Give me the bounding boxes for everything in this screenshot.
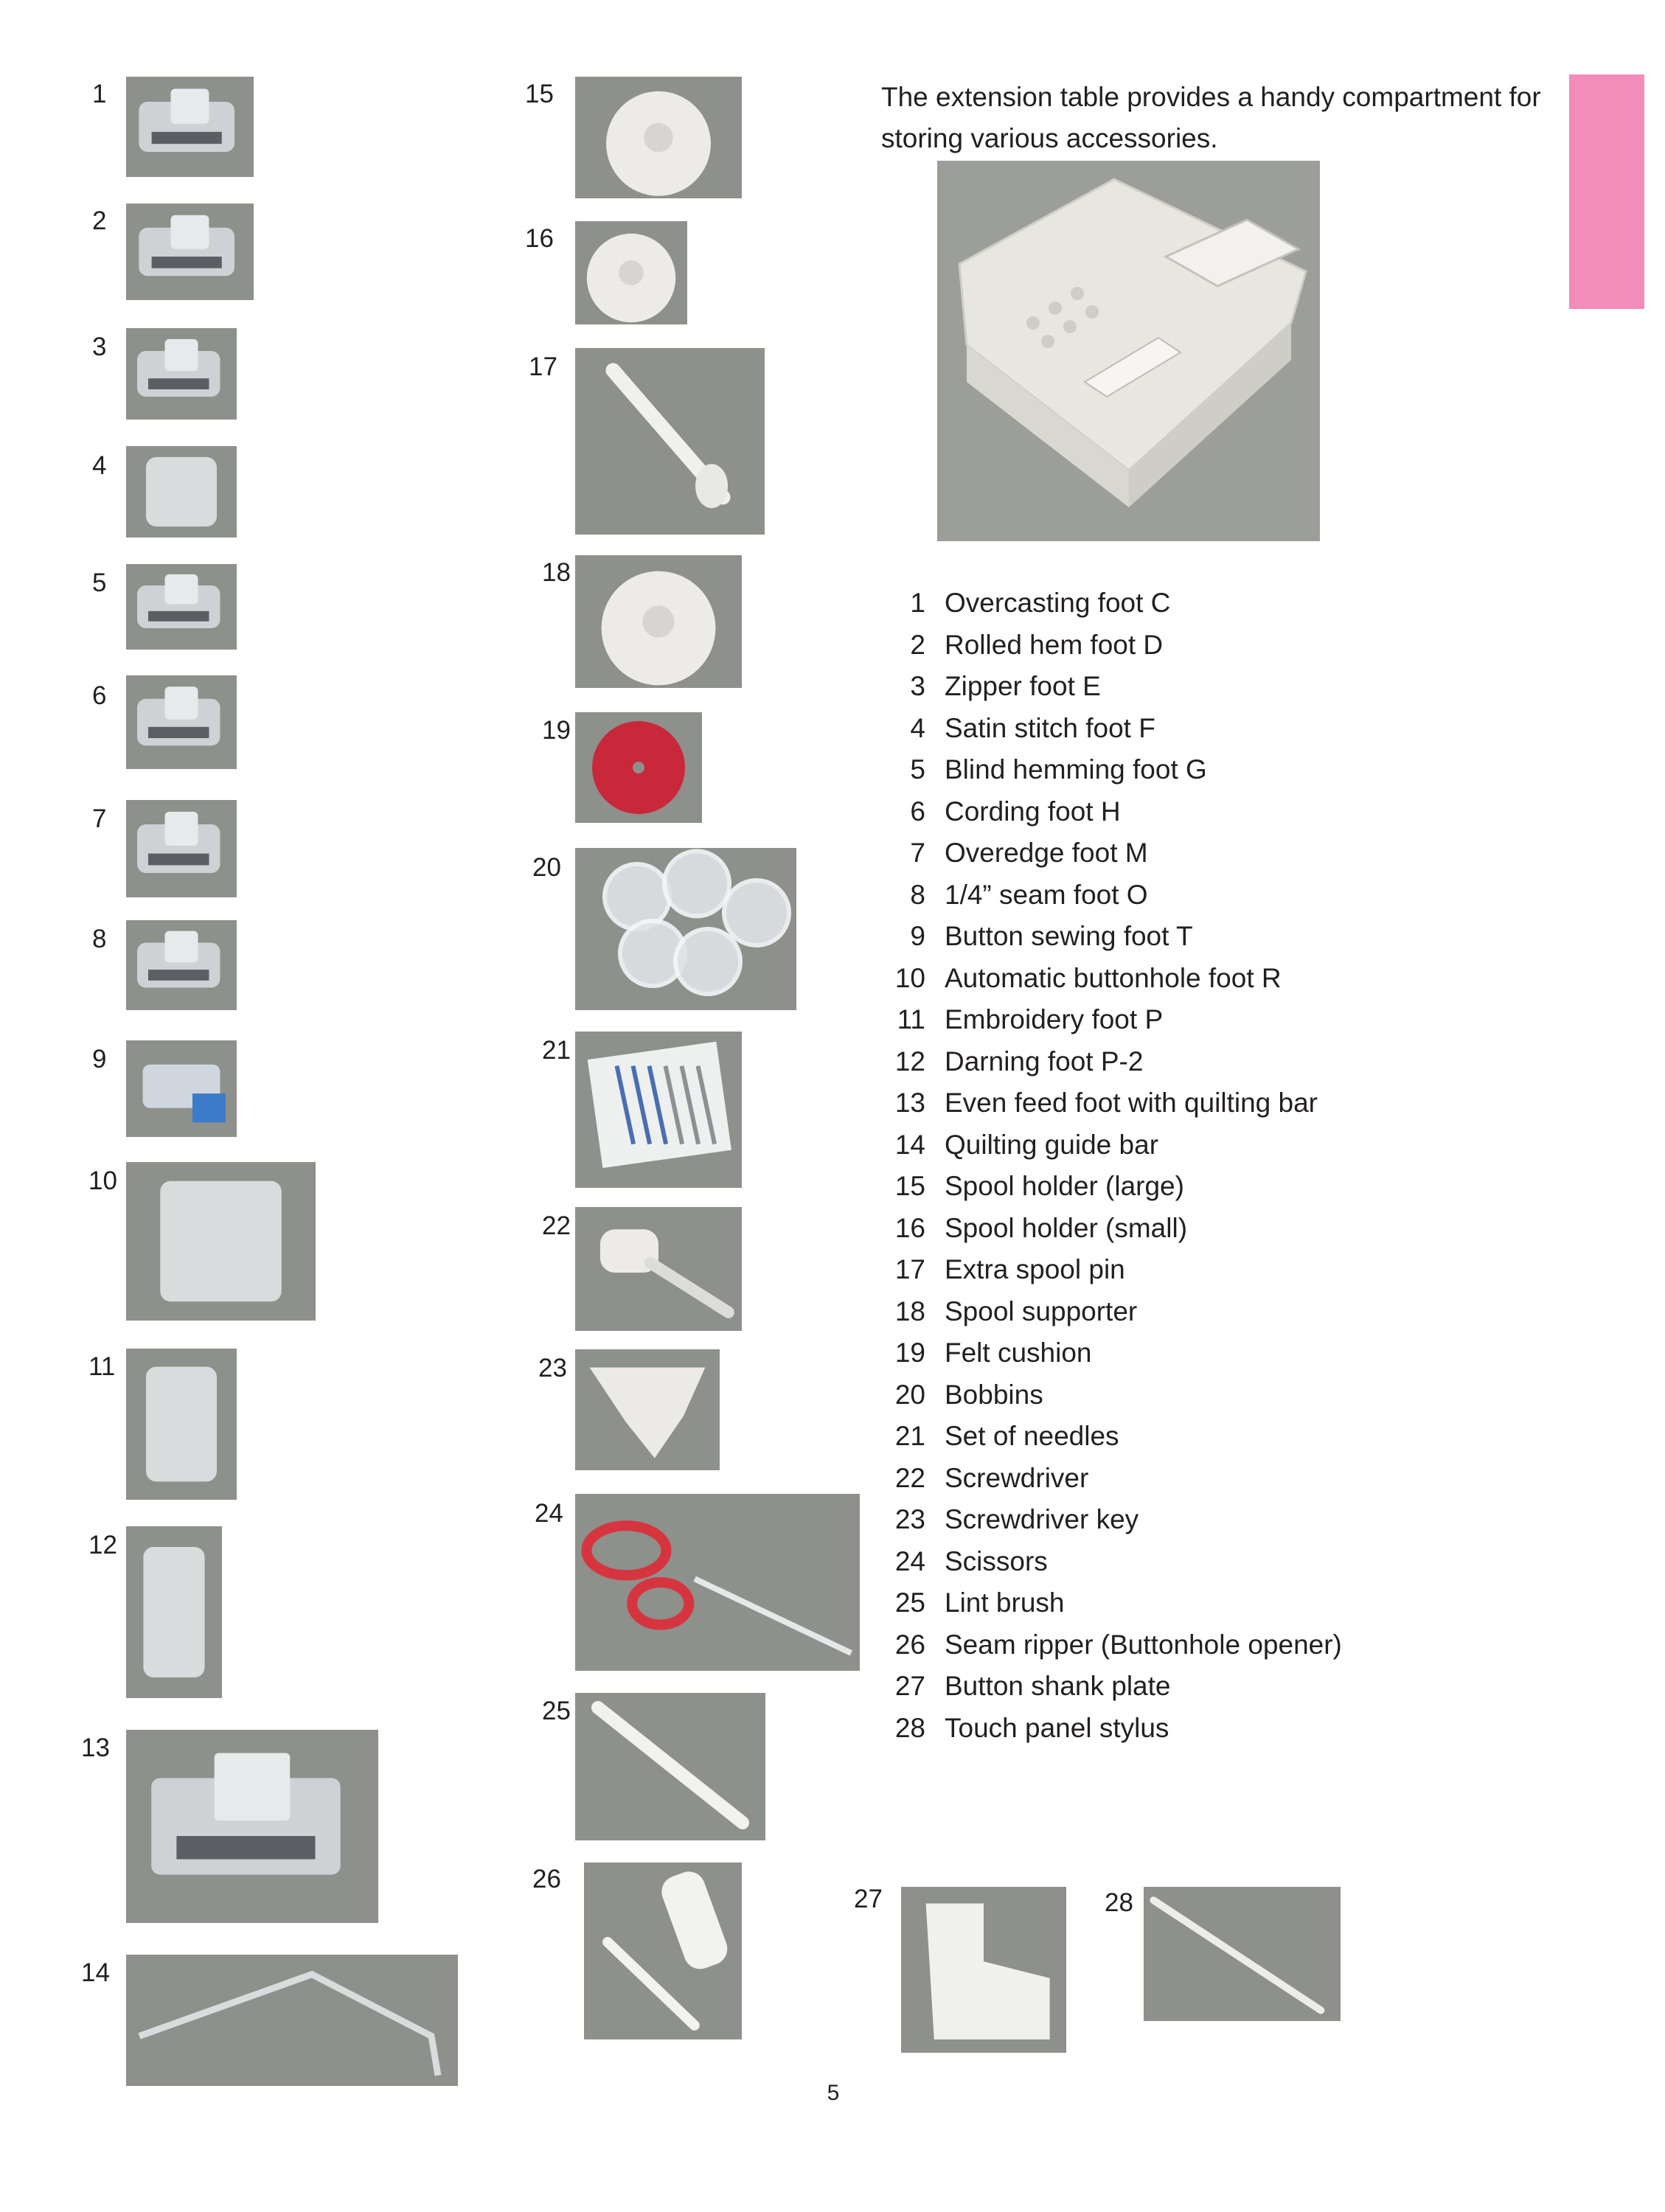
accessory-item-name: Bobbins bbox=[945, 1379, 1043, 1410]
accessory-number: 5 bbox=[92, 568, 107, 597]
accessory-item-number: 16 bbox=[894, 1212, 925, 1243]
accessory-item-name: Zipper foot E bbox=[945, 671, 1101, 701]
accessory-photo-touch-panel-stylus bbox=[1144, 1887, 1341, 2021]
accessory-item-number: 15 bbox=[894, 1171, 925, 1201]
accessory-item-number: 13 bbox=[894, 1088, 925, 1118]
accessory-item-name: Even feed foot with quilting bar bbox=[945, 1088, 1318, 1118]
accessory-number: 20 bbox=[532, 853, 561, 882]
accessory-number: 23 bbox=[538, 1354, 567, 1382]
accessory-item bbox=[881, 708, 1342, 750]
accessory-item-name: Satin stitch foot F bbox=[945, 712, 1155, 743]
accessory-photo-even-feed-foot bbox=[126, 1730, 378, 1923]
accessory-item bbox=[881, 1416, 1342, 1458]
accessory-item-number: 17 bbox=[894, 1254, 925, 1284]
touch-panel-stylus-icon bbox=[1144, 1887, 1341, 2021]
accessory-photo-spool-holder-large bbox=[575, 77, 742, 198]
accessory-item-name: Scissors bbox=[945, 1545, 1048, 1576]
accessory-number: 6 bbox=[92, 681, 107, 710]
accessory-number: 10 bbox=[88, 1166, 117, 1195]
accessory-item-name: Spool holder (large) bbox=[945, 1171, 1184, 1201]
lint-brush-icon bbox=[575, 1693, 765, 1840]
buttonhole-foot-icon bbox=[126, 1162, 316, 1321]
accessory-item-number: 2 bbox=[910, 629, 925, 660]
accessory-number: 24 bbox=[535, 1499, 563, 1528]
accessory-photo-blind-hemming-foot bbox=[126, 564, 237, 650]
accessory-photo-scissors bbox=[575, 1494, 860, 1671]
accessory-item bbox=[881, 1249, 1342, 1291]
accessory-item bbox=[881, 1582, 1342, 1624]
accessory-number: 27 bbox=[854, 1885, 883, 1913]
accessory-item-number: 3 bbox=[910, 671, 925, 701]
accessory-item bbox=[881, 1374, 1342, 1416]
accessory-item bbox=[881, 1291, 1342, 1333]
accessory-number: 18 bbox=[542, 558, 571, 587]
accessory-item-name: Darning foot P-2 bbox=[945, 1046, 1144, 1077]
accessory-item-name: Extra spool pin bbox=[945, 1254, 1125, 1284]
accessory-item bbox=[881, 1666, 1342, 1708]
accessory-item-name: Blind hemming foot G bbox=[945, 754, 1207, 785]
accessory-item bbox=[881, 749, 1342, 791]
accessory-item bbox=[881, 1624, 1342, 1666]
button-shank-plate-icon bbox=[901, 1887, 1066, 2053]
accessory-item-number: 21 bbox=[894, 1421, 925, 1451]
accessory-item bbox=[881, 1708, 1342, 1750]
accessory-item-name: Button shank plate bbox=[945, 1671, 1171, 1701]
accessory-photo-spool-supporter bbox=[575, 555, 742, 688]
accessory-photo-darning-foot bbox=[126, 1526, 222, 1698]
accessory-item-number: 9 bbox=[910, 921, 925, 951]
accessory-number: 12 bbox=[88, 1531, 117, 1559]
accessory-photo-screwdriver-key bbox=[575, 1349, 720, 1470]
accessory-number: 9 bbox=[92, 1045, 107, 1074]
spool-supporter-icon bbox=[575, 555, 742, 688]
accessory-number: 19 bbox=[542, 716, 571, 745]
accessory-item-number: 28 bbox=[894, 1712, 925, 1743]
accessory-item-name: Touch panel stylus bbox=[945, 1712, 1169, 1743]
extension-table-photo bbox=[937, 161, 1320, 541]
accessory-item-name: Quilting guide bar bbox=[945, 1129, 1159, 1160]
accessory-item-name: 1/4” seam foot O bbox=[945, 879, 1148, 910]
accessory-number: 2 bbox=[92, 206, 107, 235]
accessory-number: 7 bbox=[92, 804, 107, 833]
accessory-photo-rolled-hem-foot bbox=[126, 204, 254, 300]
accessory-photo-needles bbox=[575, 1032, 742, 1188]
accessory-item-name: Rolled hem foot D bbox=[945, 629, 1164, 660]
accessory-item bbox=[881, 1458, 1342, 1500]
accessory-number: 26 bbox=[532, 1865, 561, 1893]
quilting-guide-bar-icon bbox=[126, 1955, 458, 2086]
accessory-item-number: 4 bbox=[910, 712, 925, 743]
cording-foot-icon bbox=[126, 675, 237, 769]
accessory-item-name: Set of needles bbox=[945, 1421, 1119, 1451]
accessory-item bbox=[881, 958, 1342, 1000]
seam-ripper-icon bbox=[584, 1863, 742, 2039]
accessory-item-name: Spool supporter bbox=[945, 1295, 1138, 1326]
accessory-photo-button-sewing-foot bbox=[126, 1040, 237, 1137]
accessory-item bbox=[881, 1332, 1342, 1374]
accessory-photo-lint-brush bbox=[575, 1693, 765, 1840]
needles-icon bbox=[575, 1032, 742, 1188]
accessory-photo-embroidery-foot bbox=[126, 1349, 237, 1500]
accessory-number: 14 bbox=[81, 1958, 110, 1987]
spool-holder-large-icon bbox=[575, 77, 742, 198]
accessory-item-name: Overedge foot M bbox=[945, 838, 1148, 868]
spool-holder-small-icon bbox=[575, 221, 687, 324]
accessory-list bbox=[881, 582, 1342, 1749]
blind-hemming-foot-icon bbox=[126, 564, 237, 650]
bobbins-icon bbox=[575, 848, 796, 1010]
accessory-item-name: Button sewing foot T bbox=[945, 921, 1193, 951]
accessory-item-name: Spool holder (small) bbox=[945, 1212, 1188, 1243]
accessory-photo-buttonhole-foot bbox=[126, 1162, 316, 1321]
screwdriver-icon bbox=[575, 1207, 742, 1331]
accessory-item-name: Screwdriver key bbox=[945, 1504, 1139, 1534]
accessory-number: 25 bbox=[542, 1697, 571, 1725]
screwdriver-key-icon bbox=[575, 1349, 720, 1470]
accessory-number: 17 bbox=[529, 352, 557, 381]
accessory-item-number: 25 bbox=[894, 1587, 925, 1618]
accessory-item-name: Screwdriver bbox=[945, 1462, 1089, 1493]
accessory-item bbox=[881, 1166, 1342, 1208]
accessory-photo-seam-ripper bbox=[584, 1863, 742, 2039]
embroidery-foot-icon bbox=[126, 1349, 237, 1500]
accessory-item bbox=[881, 1499, 1342, 1541]
accessory-photo-overcasting-foot bbox=[126, 77, 254, 177]
accessory-item bbox=[881, 999, 1342, 1041]
felt-cushion-icon bbox=[575, 712, 702, 823]
accessory-item bbox=[881, 874, 1342, 917]
accessory-photo-button-shank-plate bbox=[901, 1887, 1066, 2053]
accessory-number: 28 bbox=[1105, 1888, 1133, 1917]
accessory-number: 21 bbox=[542, 1036, 571, 1065]
accessory-item bbox=[881, 666, 1342, 708]
scissors-icon bbox=[575, 1494, 860, 1671]
accessory-item-number: 6 bbox=[910, 796, 925, 827]
accessory-photo-satin-stitch-foot bbox=[126, 446, 237, 538]
accessory-item bbox=[881, 1541, 1342, 1583]
accessory-number: 15 bbox=[525, 80, 554, 108]
accessory-number: 8 bbox=[92, 925, 107, 953]
zipper-foot-icon bbox=[126, 328, 237, 420]
accessory-photo-bobbins bbox=[575, 848, 796, 1010]
accessory-item bbox=[881, 1208, 1342, 1250]
accessory-photo-spool-pin bbox=[575, 348, 765, 535]
accessory-photo-zipper-foot bbox=[126, 328, 237, 420]
darning-foot-icon bbox=[126, 1526, 222, 1698]
accessory-item-number: 7 bbox=[910, 838, 925, 868]
accessory-item-number: 18 bbox=[894, 1295, 925, 1326]
accessory-item-name: Embroidery foot P bbox=[945, 1004, 1164, 1034]
section-tab bbox=[1569, 74, 1644, 309]
accessory-item-name: Seam ripper (Buttonhole opener) bbox=[945, 1629, 1342, 1660]
accessory-item-number: 5 bbox=[910, 754, 925, 785]
accessory-item-name: Cording foot H bbox=[945, 796, 1121, 827]
accessory-item-name: Lint brush bbox=[945, 1587, 1065, 1618]
accessory-photo-spool-holder-small bbox=[575, 221, 687, 324]
spool-pin-icon bbox=[575, 348, 765, 535]
accessory-photo-quarter-inch-seam-foot bbox=[126, 920, 237, 1010]
accessory-item bbox=[881, 916, 1342, 958]
page-number: 5 bbox=[827, 2081, 840, 2105]
accessory-item-number: 20 bbox=[894, 1379, 925, 1410]
accessory-item bbox=[881, 832, 1342, 874]
accessory-photo-cording-foot bbox=[126, 675, 237, 769]
accessory-item-number: 10 bbox=[894, 962, 925, 993]
accessory-number: 3 bbox=[92, 333, 107, 361]
accessory-item-name: Felt cushion bbox=[945, 1338, 1092, 1368]
rolled-hem-foot-icon bbox=[126, 204, 254, 300]
overedge-foot-icon bbox=[126, 800, 237, 897]
extension-table-icon bbox=[937, 161, 1320, 541]
accessory-photo-felt-cushion bbox=[575, 712, 702, 823]
accessory-item bbox=[881, 1124, 1342, 1166]
accessory-number: 11 bbox=[88, 1352, 116, 1381]
intro-text: The extension table provides a handy compartment for storing various accessories. bbox=[881, 82, 1541, 153]
accessory-item bbox=[881, 1041, 1342, 1083]
accessory-photo-screwdriver bbox=[575, 1207, 742, 1331]
accessory-number: 1 bbox=[92, 80, 107, 108]
satin-stitch-foot-icon bbox=[126, 446, 237, 538]
accessory-item-number: 19 bbox=[894, 1338, 925, 1368]
accessory-item-number: 12 bbox=[894, 1046, 925, 1077]
accessory-item-name: Overcasting foot C bbox=[945, 588, 1171, 618]
accessory-item-number: 23 bbox=[894, 1504, 925, 1534]
quarter-inch-seam-foot-icon bbox=[126, 920, 237, 1010]
accessory-item bbox=[881, 1082, 1342, 1124]
accessory-item-number: 24 bbox=[894, 1545, 925, 1576]
accessory-item-name: Automatic buttonhole foot R bbox=[945, 962, 1282, 993]
overcasting-foot-icon bbox=[126, 77, 254, 177]
accessory-item bbox=[881, 791, 1342, 833]
accessory-item-number: 22 bbox=[894, 1462, 925, 1493]
accessory-number: 13 bbox=[81, 1733, 110, 1762]
accessory-item-number: 11 bbox=[897, 1004, 925, 1034]
accessory-item-number: 8 bbox=[910, 879, 925, 910]
accessory-item-number: 26 bbox=[894, 1629, 925, 1660]
accessory-item bbox=[881, 582, 1342, 625]
accessory-number: 16 bbox=[525, 224, 554, 253]
accessory-item-number: 27 bbox=[894, 1671, 925, 1701]
accessory-item-number: 1 bbox=[910, 588, 925, 618]
accessory-number: 22 bbox=[542, 1211, 571, 1240]
button-sewing-foot-icon bbox=[126, 1040, 237, 1137]
accessory-item-number: 14 bbox=[894, 1129, 925, 1160]
accessory-number: 4 bbox=[92, 451, 107, 480]
accessory-photo-overedge-foot bbox=[126, 800, 237, 897]
even-feed-foot-icon bbox=[126, 1730, 378, 1923]
accessory-item bbox=[881, 625, 1342, 667]
accessory-photo-quilting-guide-bar bbox=[126, 1955, 458, 2086]
